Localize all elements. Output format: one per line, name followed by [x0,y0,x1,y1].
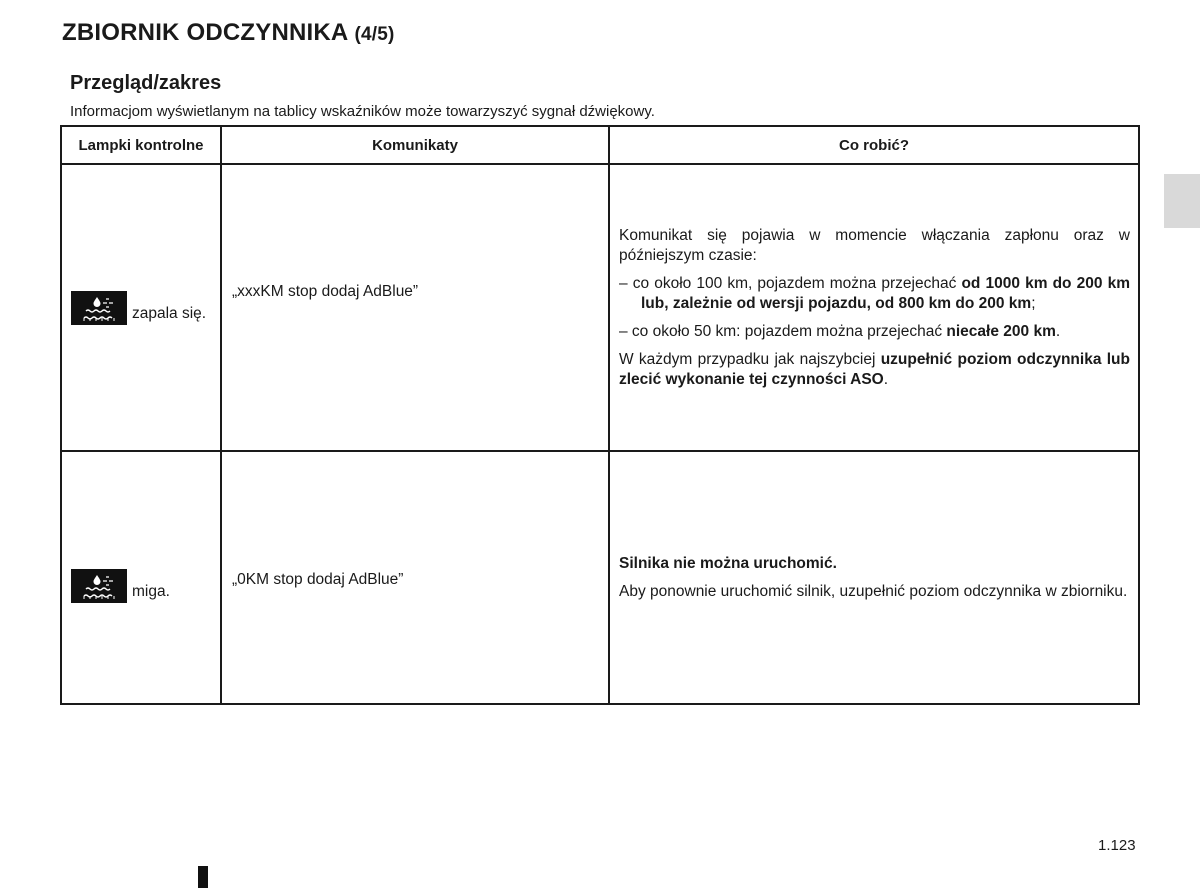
page-title [62,19,395,49]
action-text: – co około 50 km: pojazdem można przejechać [619,322,947,340]
page-edge-marker [198,866,208,888]
adblue-fluid-warning-icon [71,569,127,603]
table-row [61,164,1139,451]
message-text: „xxxKM stop dodaj AdBlue” [232,282,419,300]
action-paragraph: Komunikat się pojawia w momencie włączania zapłonu oraz w późniejszym czasie: [619,226,1130,264]
action-paragraph: Aby ponownie uruchomić silnik, uzupełnić poziom odczynnika w zbiorniku. [619,582,1128,600]
adblue-fluid-warning-icon [71,291,127,325]
action-paragraph: Silnika nie można uruchomić. [619,554,837,572]
message-text: „0KM stop dodaj AdBlue” [232,570,404,588]
action-paragraph [619,322,1130,342]
action-text: ; [1031,294,1036,312]
message-cell [221,451,609,704]
lamp-state: zapala się. [132,304,207,322]
header-messages: Komunikaty [221,126,609,164]
action-cell [609,164,1139,451]
action-paragraph [619,350,1130,390]
action-paragraph [619,274,1130,314]
section-title: Przegląd/zakres [70,72,222,94]
section-intro: Informacjom wyświetlanym na tablicy wskaźników może towarzyszyć sygnał dźwiękowy. [70,103,655,120]
chapter-tab [1164,174,1200,228]
table-header-row [61,126,1139,164]
lamp-cell [61,164,221,451]
page-title-text: ZBIORNIK ODCZYNNIKA [62,19,348,46]
header-what-to-do: Co robić? [609,126,1139,164]
action-text-bold: uzupełnić poziom odczynnika lub zlecić wykonanie tej czynności ASO [619,350,1130,388]
warning-table [60,125,1140,705]
header-lamps: Lampki kontrolne [61,126,221,164]
action-text: – co około 100 km, pojazdem można przejechać [619,274,962,292]
action-cell [609,451,1139,704]
action-text: W każdym przypadku jak najszybciej [619,350,881,368]
lamp-state: miga. [132,582,170,600]
action-text: . [1055,322,1061,340]
page-number: 1.123 [1098,837,1136,854]
action-text: . [883,370,889,388]
lamp-cell [61,451,221,704]
page-title-part: (4/5) [354,24,395,45]
action-text-bold: niecałe 200 km [946,322,1056,340]
message-cell [221,164,609,451]
action-text-bold: od 1000 km do 200 km lub, zależnie od wersji pojazdu, od 800 km do 200 km [641,274,1130,312]
table-row [61,451,1139,704]
